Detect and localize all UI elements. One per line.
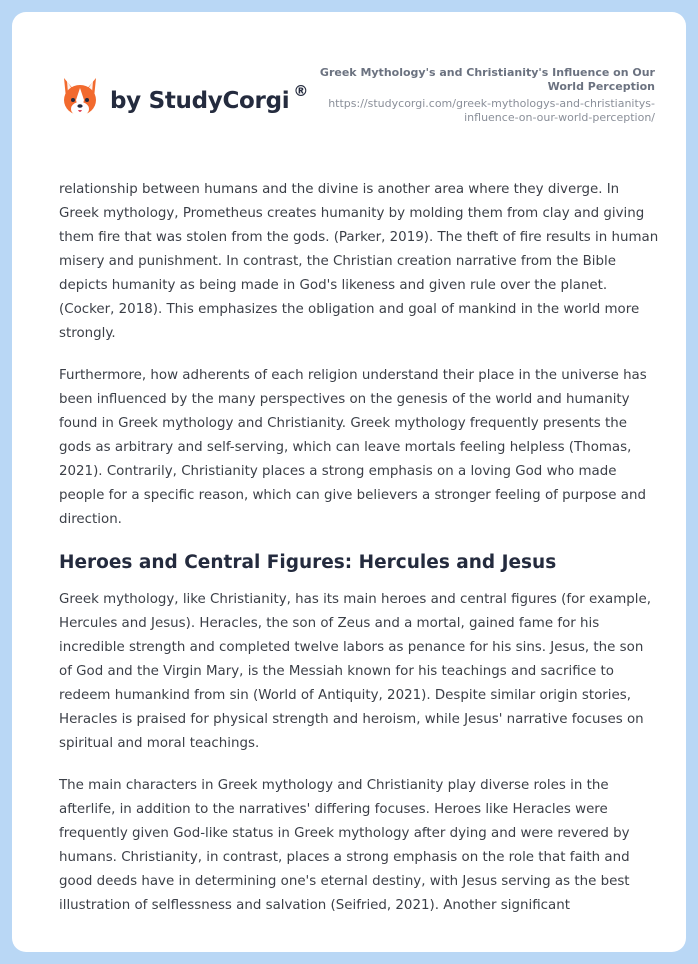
- document-page: [12, 12, 686, 952]
- document-body: [59, 178, 659, 936]
- document-title: Greek Mythology's and Christianity's Influence on Our World Perception: [319, 66, 655, 93]
- brand-name: by StudyCorgi ®: [110, 82, 309, 114]
- document-url[interactable]: https://studycorgi.com/greek-mythologys-and-christianitys-influence-on-our-world-perception/: [328, 97, 655, 124]
- paragraph: Greek mythology, like Christianity, has its main heroes and central figures (for example, Hercules and Jesus). Heracles, the son of Zeus and a mortal, gained fame for his incredible strength and completed twelve labors as penance for his sins. Jesus, the son of God and the Virgin Mary, is the Messiah known for his teachings and sacrifice to redeem humankind from sin (World of Antiquity, 2021). Despite similar origin stories, Heracles is praised for physical strength and heroism, while Jesus' narrative focuses on spiritual and moral teachings.: [59, 592, 651, 751]
- studycorgi-logo[interactable]: [60, 76, 308, 120]
- paragraph: Furthermore, how adherents of each religion understand their place in the universe has been influenced by the many perspectives on the genesis of the world and humanity found in Greek mythology and Christianity. Greek mythology frequently presents the gods as arbitrary and self-serving, which can leave mortals feeling helpless (Thomas, 2021). Contrarily, Christianity places a strong emphasis on a loving God who made people for a specific reason, which can give believers a stronger feeling of purpose and direction.: [59, 368, 647, 527]
- registered-mark: ®: [293, 82, 309, 100]
- paragraph: The main characters in Greek mythology and Christianity play diverse roles in the afterlife, in addition to the narratives' differing focuses. Heroes like Heracles were frequently given God-like status in Greek mythology after dying and were revered by humans. Christianity, in contrast, places a strong emphasis on the role that faith and good deeds have in determining one's eternal destiny, with Jesus serving as the best illustration of selflessness and salvation (Seifried, 2021). Another significant: [59, 778, 630, 913]
- section-heading: Heroes and Central Figures: Hercules and Jesus: [59, 552, 557, 573]
- document-meta: [295, 66, 655, 125]
- corgi-icon: [60, 76, 100, 120]
- paragraph: relationship between humans and the divine is another area where they diverge. In Greek mythology, Prometheus creates humanity by molding them from clay and giving them fire that was stolen from the gods. (Parker, 2019). The theft of fire results in human misery and punishment. In contrast, the Christian creation narrative from the Bible depicts humanity as being made in God's likeness and given rule over the planet. (Cocker, 2018). This emphasizes the obligation and goal of mankind in the world more strongly.: [59, 182, 659, 341]
